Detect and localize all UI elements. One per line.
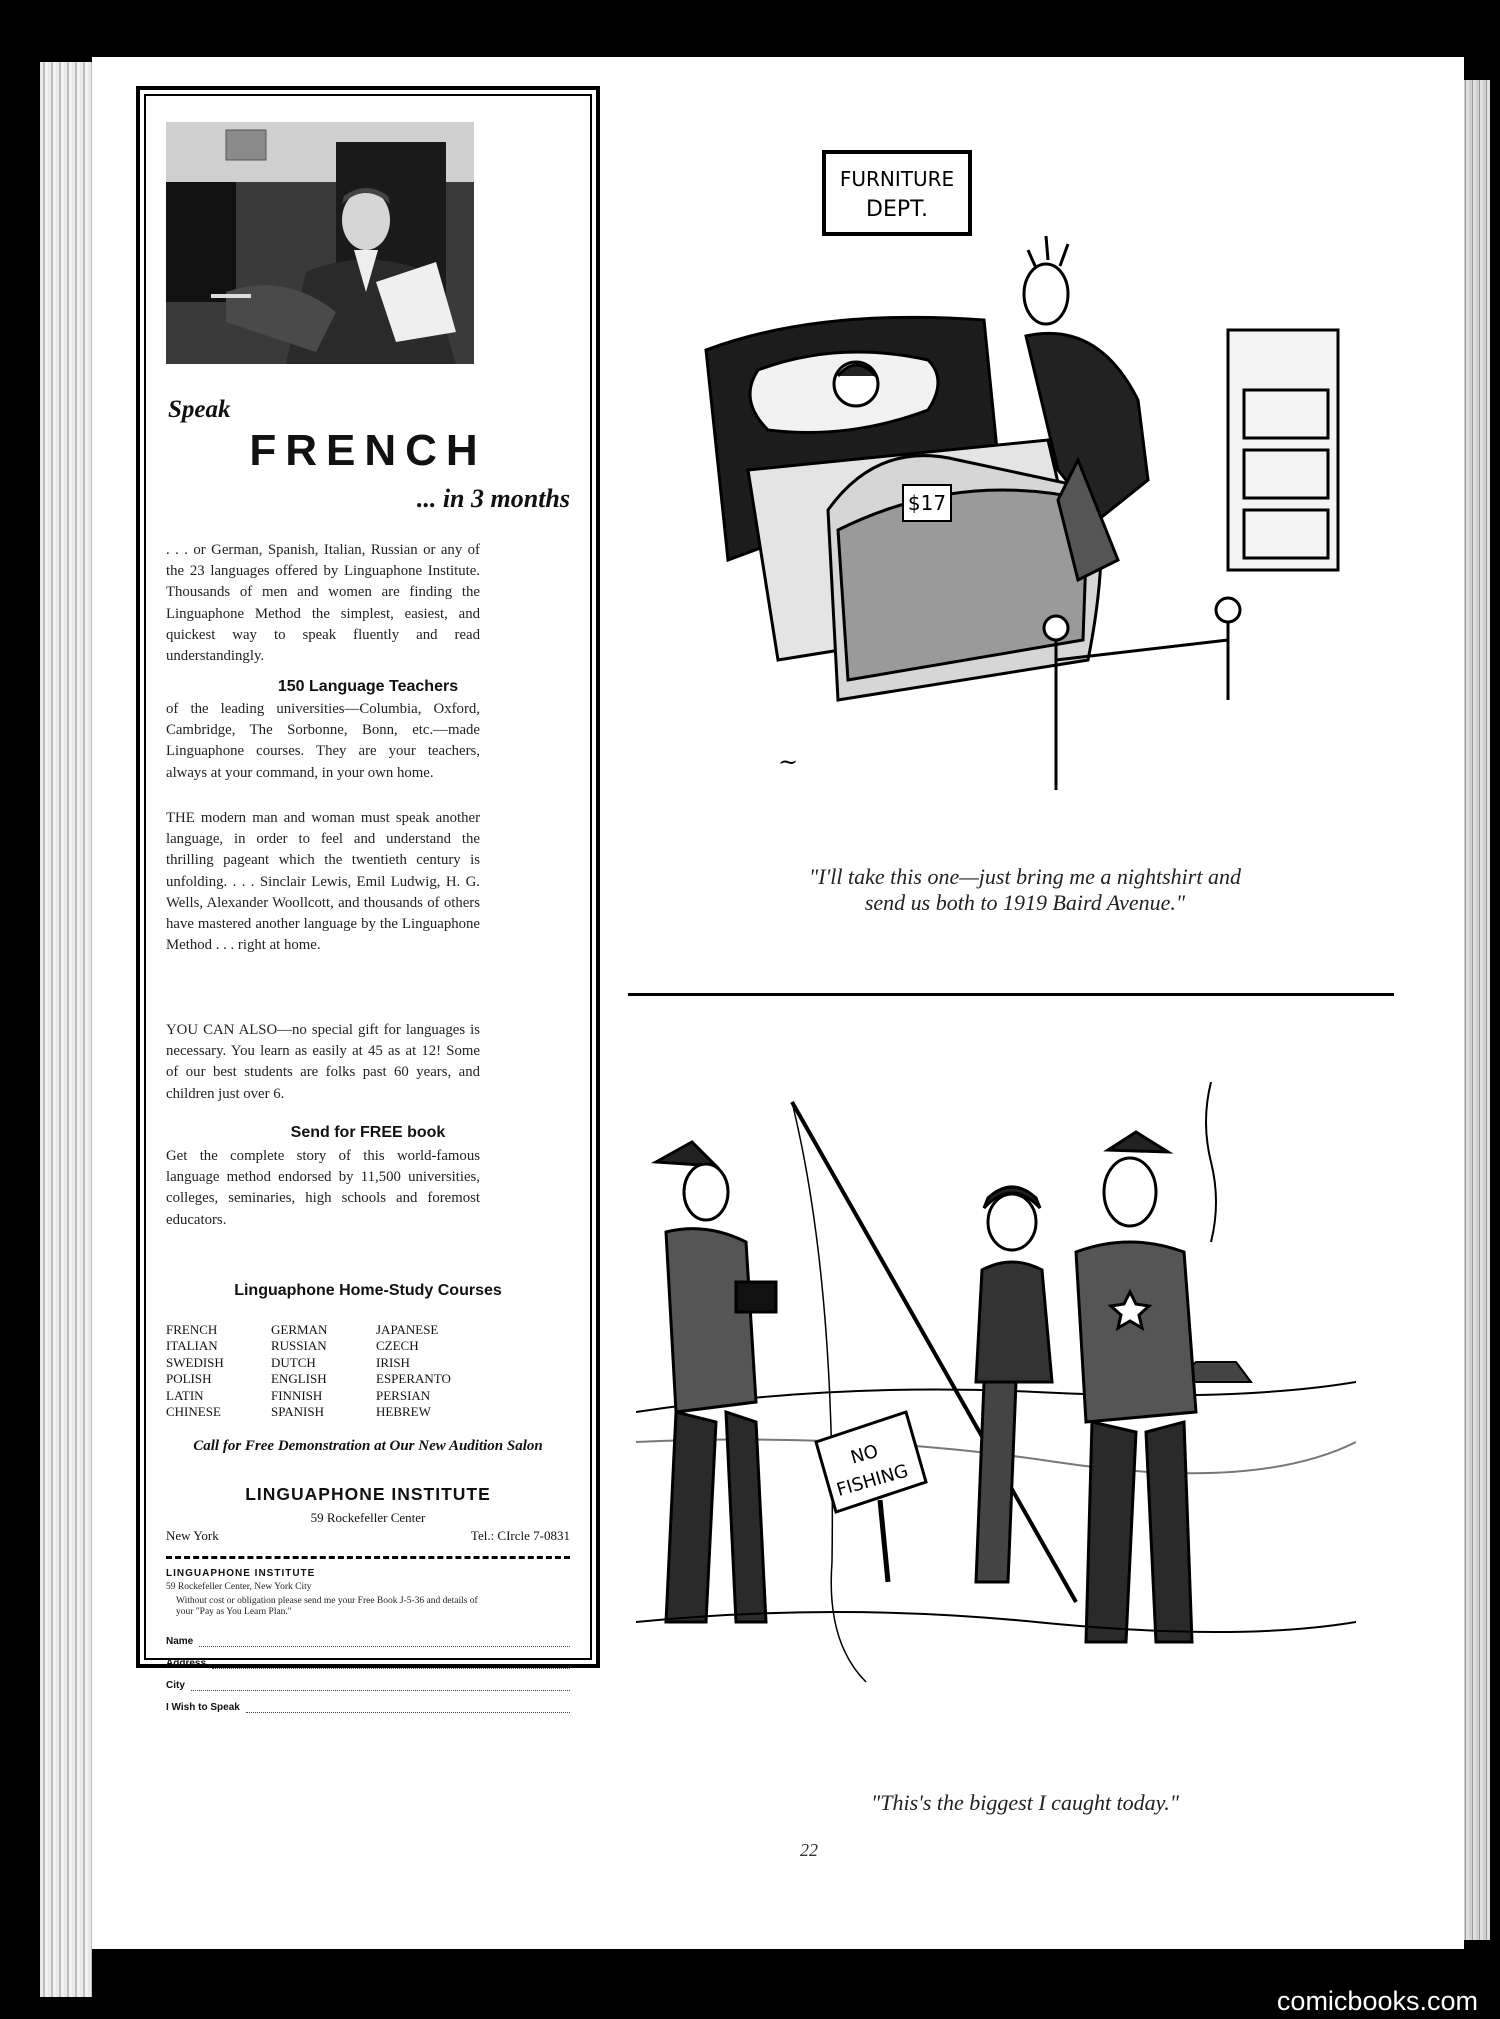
no-fishing-sign-line-2: FISHING: [834, 1460, 911, 1501]
coupon-name-line: [199, 1637, 570, 1647]
cartoon-furniture-dept: [628, 140, 1348, 820]
book-page-edges-left: [40, 62, 92, 1997]
language-item: FRENCH: [166, 1322, 218, 1337]
language-item: LATIN: [166, 1387, 204, 1403]
ad-also-paragraph: YOU CAN ALSO—no special gift for languages is necessary. You learn as easily at 45 as at 12! Some of our best students are folks past 60 years, and children just over 6.: [166, 1022, 480, 1102]
language-item: HEBREW: [376, 1404, 431, 1420]
coupon-language-label: I Wish to Speak: [166, 1702, 240, 1713]
sign-line-2: DEPT.: [866, 197, 928, 222]
language-item: RUSSIAN: [271, 1338, 327, 1354]
language-item: DUTCH: [271, 1354, 316, 1370]
ad-free-book-heading: Send for FREE book: [290, 1124, 446, 1141]
page-number: 22: [800, 1840, 818, 1860]
language-item: JAPANESE: [376, 1322, 439, 1337]
linguaphone-advertisement: [136, 86, 600, 1713]
coupon-title: LINGUAPHONE INSTITUTE: [166, 1568, 316, 1579]
price-tag: $17: [907, 491, 947, 515]
language-item: SPANISH: [271, 1404, 324, 1420]
coupon-city-field[interactable]: [166, 1680, 570, 1691]
ad-language-list: [166, 1322, 484, 1420]
language-item: IRISH: [376, 1354, 410, 1370]
ad-teachers-paragraph: of the leading universities—Columbia, Oxford, Cambridge, The Sorbonne, Bonn, etc.—made Linguaphone courses. They are your teachers, always at your command, in your own home.: [166, 701, 480, 781]
ad-institute-name: LINGUAPHONE INSTITUTE: [245, 1484, 491, 1504]
ad-courses-heading: Linguaphone Home-Study Courses: [234, 1282, 502, 1299]
photographer-figure: [656, 1142, 776, 1622]
ad-institute-city: New York: [166, 1528, 219, 1543]
ad-inner-border: [144, 94, 592, 1713]
ad-free-book-paragraph: Get the complete story of this world-famous language method endorsed by 11,500 universities, colleges, seminaries, high schools and foremost educators.: [166, 1148, 480, 1228]
cartoon-no-fishing: [636, 1082, 1356, 1730]
coupon-language-field[interactable]: [166, 1702, 570, 1713]
language-item: ITALIAN: [166, 1338, 218, 1354]
coupon-cut-line: [166, 1556, 570, 1559]
language-item: FINNISH: [271, 1387, 323, 1403]
ad-call-line: Call for Free Demonstration at Our New Audition Salon: [193, 1438, 543, 1454]
ad-modern-paragraph: THE modern man and woman must speak another language, in order to feel and understand the thrilling pageant which the twentieth century is unfolding. . . . Sinclair Lewis, Emil Ludwig, H. G. Wells, Alexander Woollcott, and thousands of others have mastered another language by the Linguaphone Method . . . right at home.: [166, 810, 480, 954]
coupon-address: 59 Rockefeller Center, New York City: [166, 1582, 312, 1592]
dresser-illustration: [1228, 330, 1338, 570]
language-item: SWEDISH: [166, 1354, 224, 1370]
coupon-city-label: City: [166, 1680, 185, 1691]
coupon-language-line: [246, 1703, 570, 1713]
coupon-name-label: Name: [166, 1636, 194, 1647]
cartoon1-caption: [700, 864, 1350, 916]
site-watermark: comicbooks.com: [1276, 1986, 1478, 2016]
coupon-address-line: [212, 1659, 570, 1669]
language-item: GERMAN: [271, 1322, 328, 1337]
cartoon1-caption-line-2: send us both to 1919 Baird Avenue.": [864, 890, 1186, 915]
ad-institute-telephone: Tel.: CIrcle 7-0831: [470, 1528, 570, 1543]
language-item: CHINESE: [166, 1404, 221, 1420]
coupon-address-label: Address: [166, 1658, 207, 1669]
ad-headline: FRENCH: [249, 426, 487, 475]
cartoon2-caption: "This's the biggest I caught today.": [871, 1790, 1179, 1815]
language-item: PERSIAN: [376, 1387, 431, 1403]
cartoonist-signature-1: ~: [778, 748, 799, 776]
ad-institute-address: 59 Rockefeller Center: [310, 1510, 426, 1525]
ad-months-tagline: ... in 3 months: [416, 484, 570, 513]
coupon-address-field[interactable]: [166, 1658, 570, 1669]
language-item: POLISH: [166, 1371, 212, 1387]
language-item: ESPERANTO: [376, 1371, 451, 1387]
furniture-dept-sign: [824, 152, 970, 234]
cartoon-divider-rule: [628, 993, 1394, 996]
cartoon1-caption-line-1: "I'll take this one—just bring me a nightshirt and: [809, 864, 1241, 889]
child-figure: [976, 1187, 1052, 1582]
ad-speak-label: Speak: [168, 396, 231, 423]
game-warden-figure: [1076, 1132, 1196, 1642]
language-item: ENGLISH: [271, 1371, 327, 1387]
ad-teachers-heading: 150 Language Teachers: [277, 678, 459, 695]
ad-photo-man-reading: [166, 122, 474, 364]
coupon-name-field[interactable]: [166, 1636, 570, 1647]
ad-intro-paragraph: . . . or German, Spanish, Italian, Russian or any of the 23 languages offered by Linguaphone Institute. Thousands of men and women are finding the Linguaphone Method the simplest, easiest, and quickest way to speak fluently and read understandingly.: [166, 542, 480, 665]
language-item: CZECH: [376, 1338, 419, 1354]
no-fishing-sign-line-1: NO: [848, 1440, 881, 1469]
sign-line-1: FURNITURE: [839, 167, 955, 191]
coupon-request-text: Without cost or obligation please send me your Free Book J-5-36 and details of your "Pay as You Learn Plan.": [176, 1596, 478, 1617]
coupon-city-line: [191, 1681, 570, 1691]
